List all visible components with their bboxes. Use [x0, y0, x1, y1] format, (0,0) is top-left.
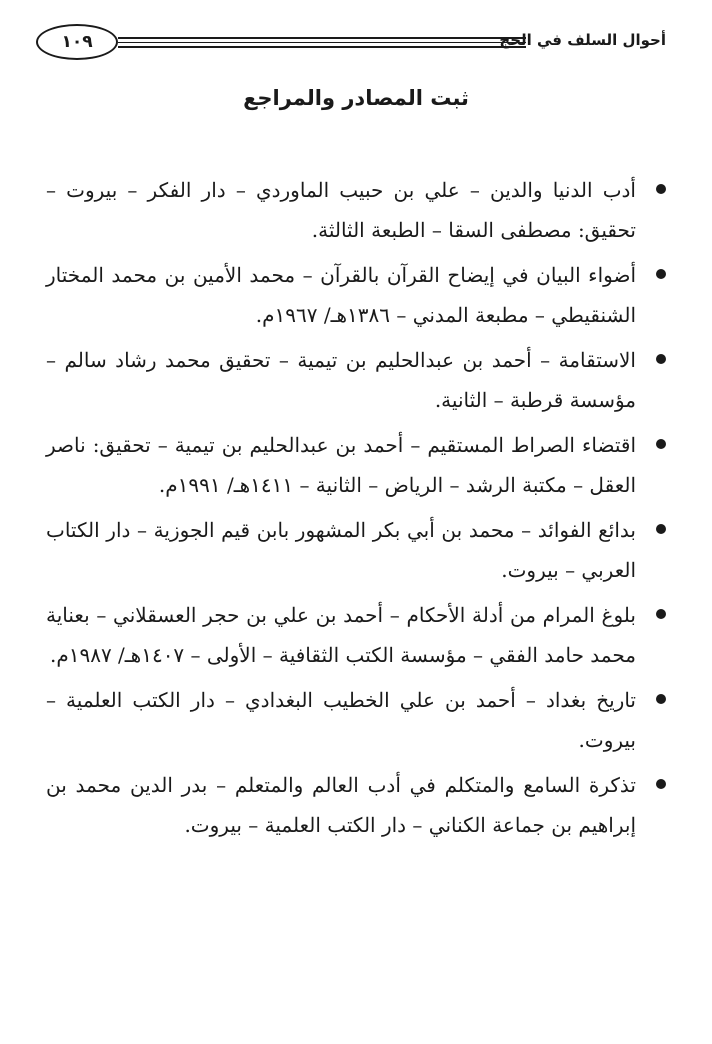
bullet-icon [656, 354, 666, 364]
bullet-icon [656, 609, 666, 619]
reference-item [46, 510, 636, 590]
bullet-icon [656, 184, 666, 194]
reference-text: تذكرة السامع والمتكلم في أدب العالم والمتعلم – بدر الدين محمد بن إبراهيم بن جماعة الكناني – دار الكتب العلمية – بيروت. [46, 773, 636, 837]
reference-text: بلوغ المرام من أدلة الأحكام – أحمد بن علي بن حجر العسقلاني – بعناية محمد حامد الفقي – مؤسسة الكتب الثقافية – الأولى – ١٤٠٧هـ/ ١٩٨٧م. [46, 603, 636, 667]
reference-text: أدب الدنيا والدين – علي بن حبيب الماوردي – دار الفكر – بيروت – تحقيق: مصطفى السقا – الطبعة الثالثة. [46, 178, 636, 242]
running-title: أحوال السلف في الحج [499, 31, 666, 49]
bullet-icon [656, 779, 666, 789]
reference-item [46, 595, 636, 675]
bullet-icon [656, 269, 666, 279]
page-number: ١٠٩ [36, 24, 118, 60]
reference-text: الاستقامة – أحمد بن عبدالحليم بن تيمية – تحقيق محمد رشاد سالم – مؤسسة قرطبة – الثانية. [46, 348, 636, 412]
bullet-icon [656, 524, 666, 534]
reference-item [46, 170, 636, 250]
section-title: ثبت المصادر والمراجع [243, 86, 469, 110]
page-header [36, 18, 666, 66]
reference-text: أضواء البيان في إيضاح القرآن بالقرآن – محمد الأمين بن محمد المختار الشنقيطي – مطبعة المدني – ١٣٨٦هـ/ ١٩٦٧م. [46, 263, 636, 327]
reference-text: اقتضاء الصراط المستقيم – أحمد بن عبدالحليم بن تيمية – تحقيق: ناصر العقل – مكتبة الرشد – الرياض – الثانية – ١٤١١هـ/ ١٩٩١م. [46, 433, 636, 497]
references-list [46, 170, 636, 850]
reference-item [46, 255, 636, 335]
bullet-icon [656, 694, 666, 704]
bullet-icon [656, 439, 666, 449]
reference-item [46, 680, 636, 760]
reference-text: تاريخ بغداد – أحمد بن علي الخطيب البغدادي – دار الكتب العلمية – بيروت. [46, 688, 636, 752]
header-rule [118, 46, 526, 48]
reference-text: بدائع الفوائد – محمد بن أبي بكر المشهور بابن قيم الجوزية – دار الكتاب العربي – بيروت. [46, 518, 636, 582]
reference-item [46, 340, 636, 420]
header-rule [118, 42, 526, 43]
reference-item [46, 765, 636, 845]
header-rule [118, 37, 526, 39]
reference-item [46, 425, 636, 505]
